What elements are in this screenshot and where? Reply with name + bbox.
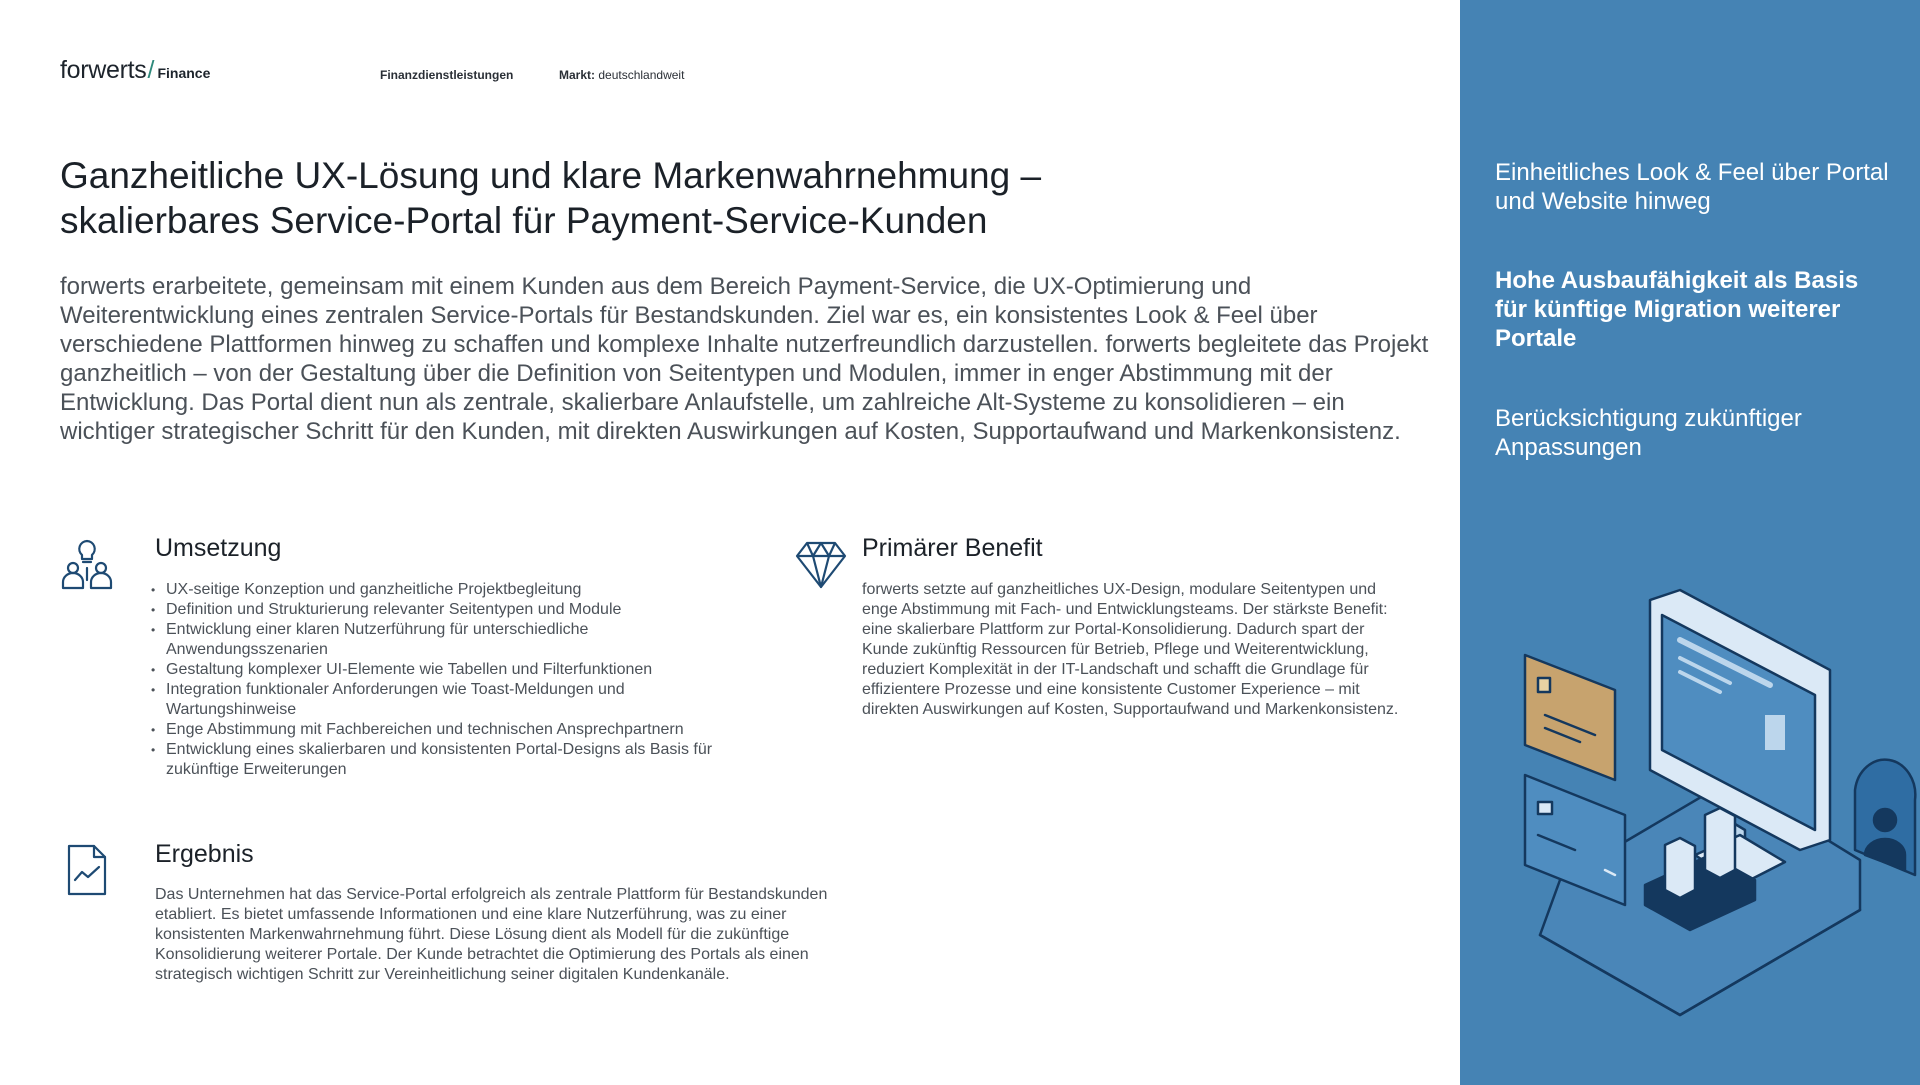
list-item: • Gestaltung komplexer UI-Elemente wie Tabellen und Filterfunktionen <box>151 660 741 680</box>
logo-wordmark: forwerts <box>60 56 147 84</box>
benefit-text: forwerts setzte auf ganzheitliches UX-Design, modulare Seitentypen und enge Abstimmung mit Fach- und Entwicklungsteams. Der stärkste Benefit: eine skalierbare Plattform zur Portal-Konsolidierung. Dadurch spart der Kunde zukünftig Ressourcen für Betrieb, Pflege und Weiterentwicklung, reduziert Komplexität in der IT-Landschaft und schafft die Grundlage für effizientere Prozesse und eine konsistente Customer Experience – mit direkten Auswirkungen auf Kosten, Supportaufwand und Markenkonsistenz. <box>862 581 1399 718</box>
document-chart-icon <box>66 843 108 897</box>
list-item: • Entwicklung einer klaren Nutzerführung für unterschiedliche Anwendungsszenarien <box>151 620 741 660</box>
gold-card-icon <box>1525 655 1615 780</box>
list-item: • Entwicklung eines skalierbaren und konsistenten Portal-Designs als Basis für zukünftige Erweiterungen <box>151 740 741 780</box>
sidebar-highlight-1: Einheitliches Look & Feel über Portal und Website hinweg <box>1495 159 1889 215</box>
sidebar-highlight-2: Hohe Ausbaufähigkeit als Basis für künftige Migration weiterer Portale <box>1495 267 1859 352</box>
user-avatar-icon <box>1855 760 1915 875</box>
list-item: • Integration funktionaler Anforderungen wie Toast-Meldungen und Wartungshinweise <box>151 680 741 720</box>
blue-card-icon <box>1525 775 1625 905</box>
page-title <box>60 153 1390 243</box>
market-value: deutschlandweit <box>598 68 685 82</box>
intro-paragraph: forwerts erarbeitete, gemeinsam mit einem Kunden aus dem Bereich Payment-Service, die UX-Optimierung und Weiterentwicklung eines zentralen Service-Portals für Bestandskunden. Ziel war es, ein konsistentes Look & Feel über verschiedene Plattformen hinweg zu schaffen und komplexe Inhalte nutzerfreundlich darzustellen. forwerts begleitete das Projekt ganzheitlich – von der Gestaltung über die Definition von Seitentypen und Modulen, immer in enger Abstimmung mit der Entwicklung. Das Portal dient nun als zentrale, skalierbare Anlaufstelle, um zahlreiche Alt-Systeme zu konsolidieren – ein wichtiger strategischer Schritt für den Kunden, mit direkten Auswirkungen auf Kosten, Supportaufwand und Markenkonsistenz. <box>60 273 1429 445</box>
monitor-cards-chart-illustration <box>1480 580 1920 1040</box>
logo-subtitle: Finance <box>157 65 211 81</box>
page-title-line-2: skalierbares Service-Portal für Payment-Service-Kunden <box>60 200 988 241</box>
logo-slash: / <box>147 56 155 84</box>
list-item: • Enge Abstimmung mit Fachbereichen und technischen Ansprechpartnern <box>151 720 741 740</box>
market-info <box>559 68 684 82</box>
umsetzung-list <box>151 580 741 780</box>
umsetzung-title: Umsetzung <box>155 534 282 562</box>
page-title-line-1: Ganzheitliche UX-Lösung und klare Markenwahrnehmung – <box>60 155 1042 196</box>
diamond-icon <box>794 540 848 590</box>
ergebnis-text: Das Unternehmen hat das Service-Portal erfolgreich als zentrale Plattform für Bestandskunden etabliert. Es bietet umfassende Informationen und eine klare Nutzerführung, was zu einer konsistenten Markenwahrnehmung führt. Diese Lösung dient als Modell für die zukünftige Konsolidierung weiterer Portale. Der Kunde betrachtet die Optimierung des Portals als einen strategisch wichtigen Schritt zur Vereinheitlichung seiner digitalen Kundenkanäle. <box>155 886 828 983</box>
ergebnis-title: Ergebnis <box>155 840 254 868</box>
benefit-title: Primärer Benefit <box>862 534 1043 562</box>
team-lightbulb-icon <box>60 538 114 592</box>
industry-label: Finanzdienstleistungen <box>380 68 514 82</box>
list-item: • Definition und Strukturierung relevanter Seitentypen und Module <box>151 600 741 620</box>
market-label: Markt: <box>559 68 596 82</box>
list-item: • UX-seitige Konzeption und ganzheitliche Projektbegleitung <box>151 580 741 600</box>
sidebar-highlight-3: Berücksichtigung zukünftiger Anpassungen <box>1495 405 1802 461</box>
logo <box>60 56 210 85</box>
